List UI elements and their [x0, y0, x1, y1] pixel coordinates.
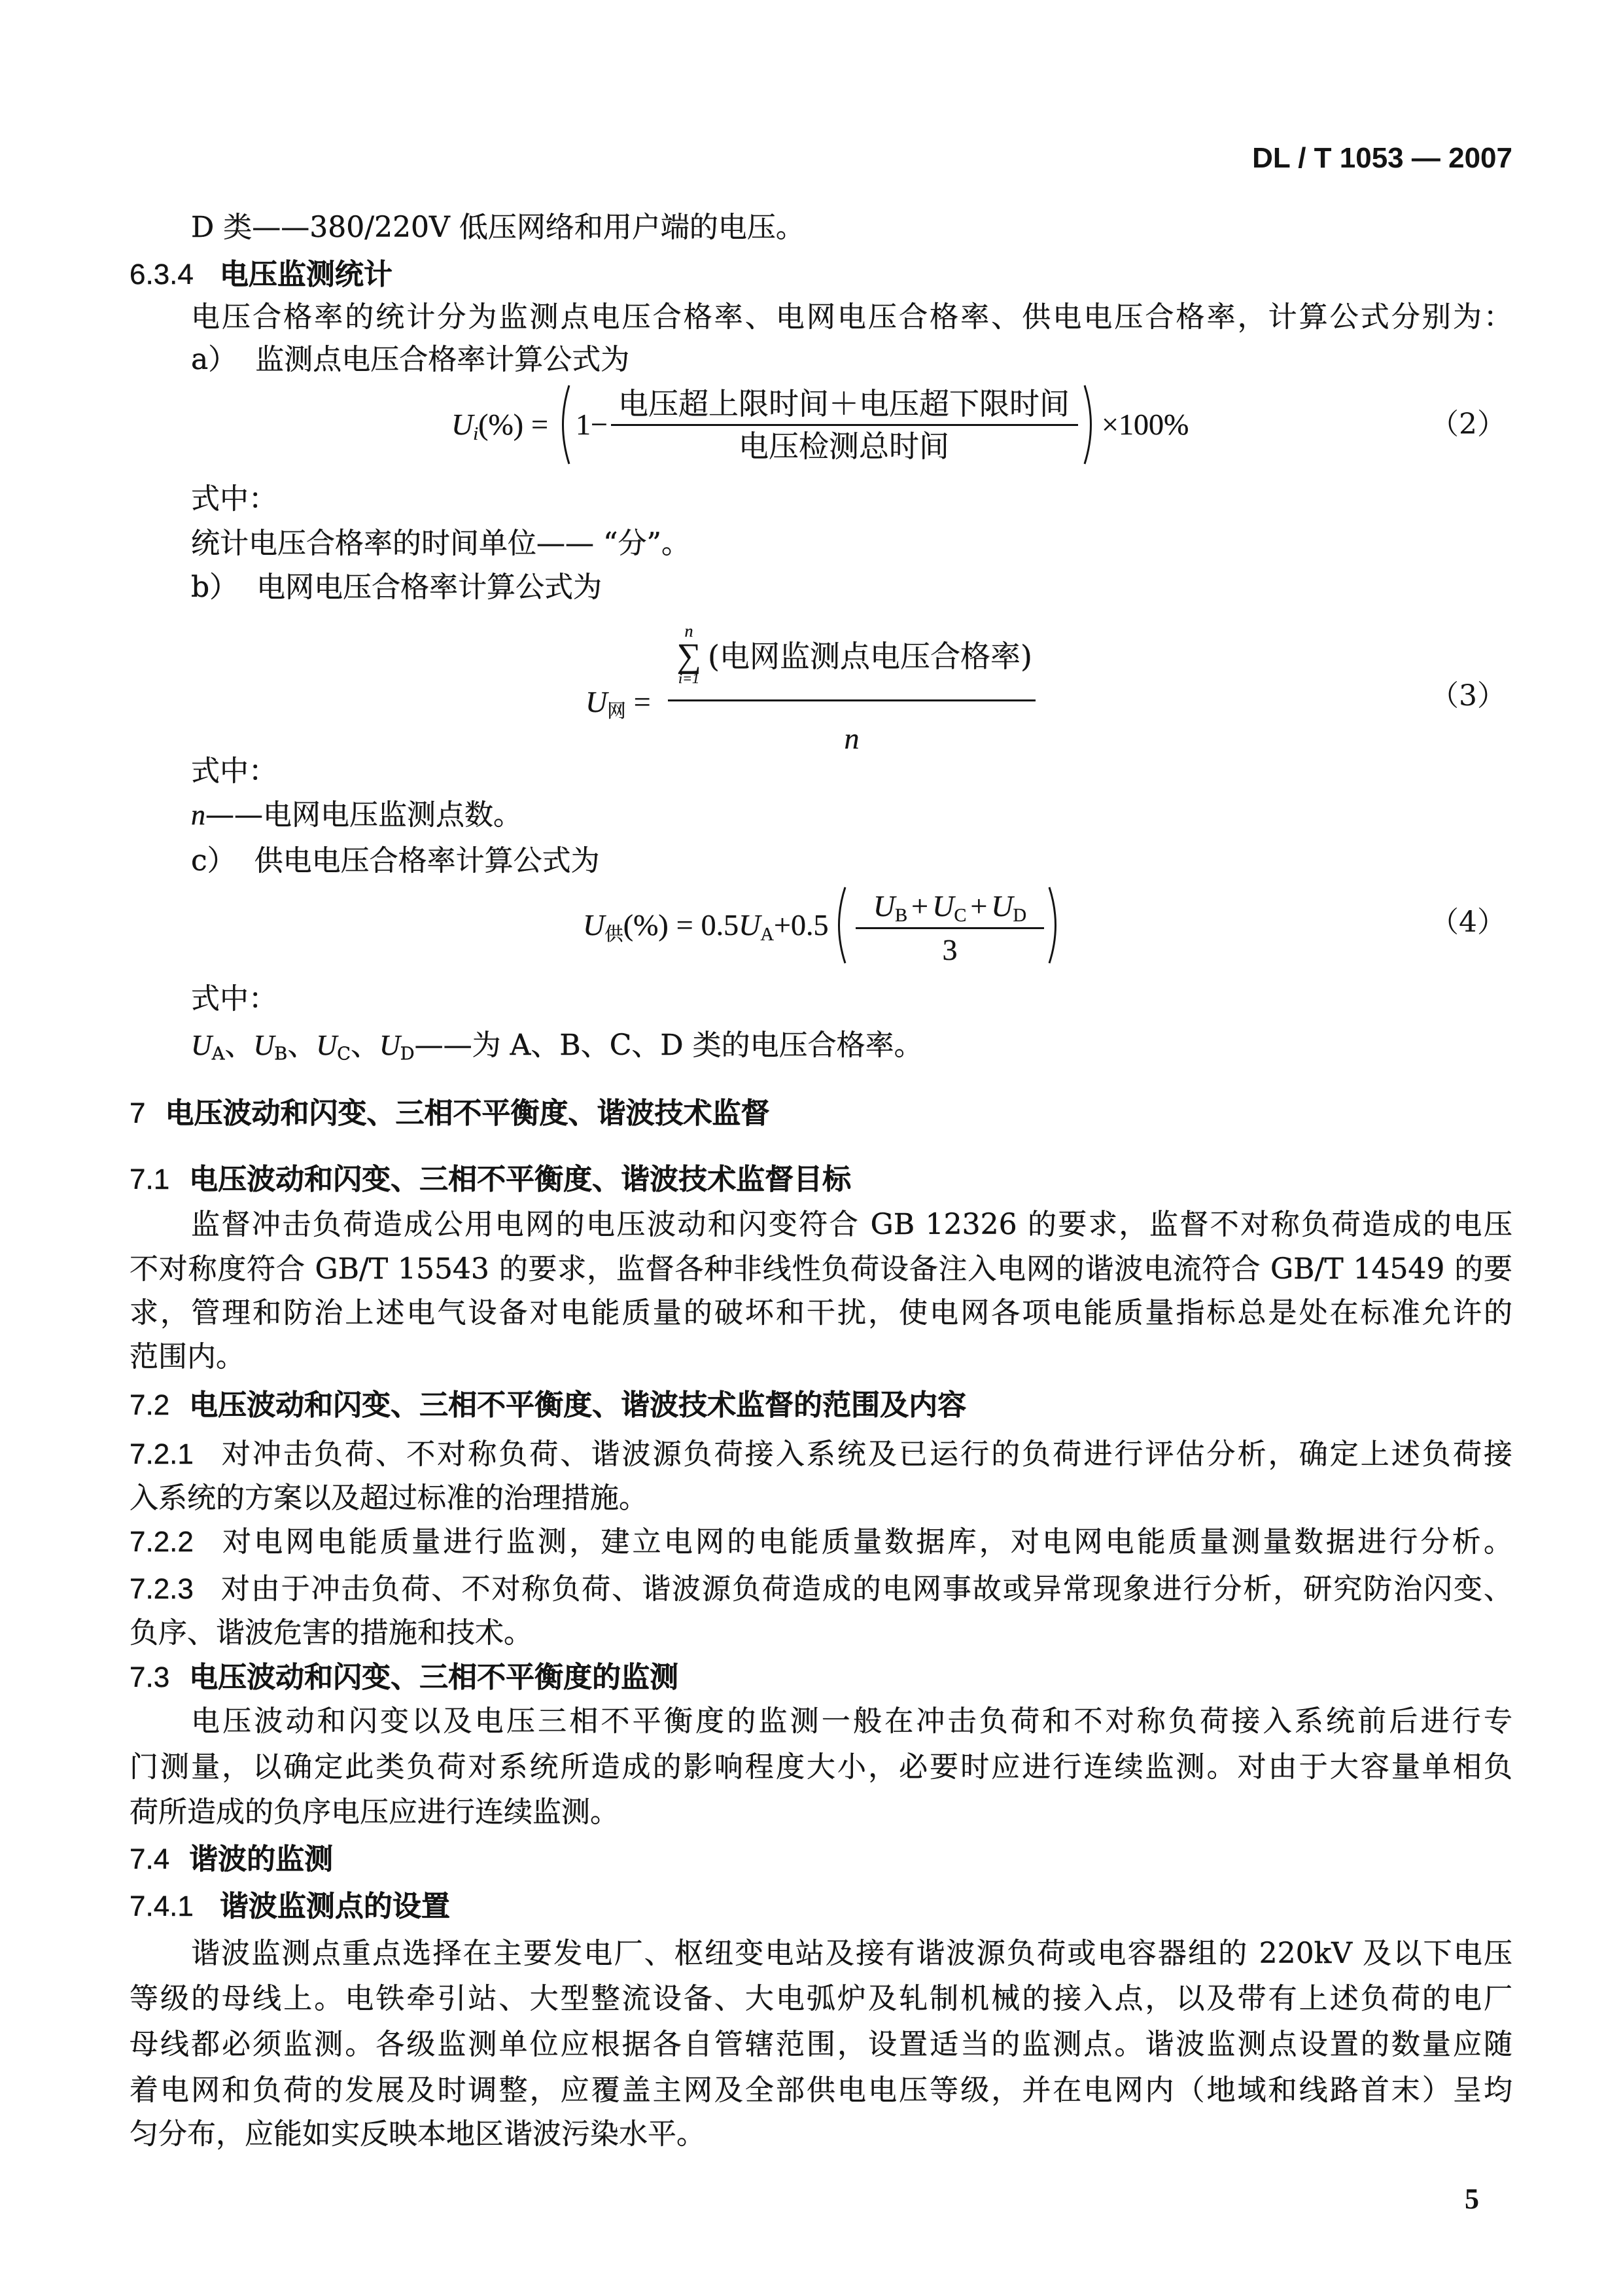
where-subscript: D: [400, 1044, 415, 1065]
formula-4-open-paren: [831, 885, 849, 966]
section-heading-7-2: [130, 1386, 966, 1425]
where-definition: [191, 1026, 923, 1065]
sum-symbol: ∑: [676, 637, 701, 675]
formula-coefficient: 0.5: [701, 908, 739, 942]
formula-variable: U: [991, 889, 1013, 923]
section-intro-line: 电压合格率的统计分为监测点电压合格率、电网电压合格率、供电电压合格率，计算公式分别为：: [191, 300, 1512, 334]
page-number: 5: [1465, 2183, 1479, 2215]
formula-unit: (%): [478, 408, 524, 441]
formula-4-denominator: 3: [942, 933, 958, 966]
clause-7-2-2-line: [130, 1523, 1512, 1562]
formula-variable: U: [585, 685, 608, 718]
where-text: ——为 A、B、C、D 类的电压合格率。: [414, 1029, 923, 1062]
formula-2-close-paren: [1081, 383, 1099, 467]
formula-plus: +: [970, 889, 988, 923]
sum-lower-limit: i=1: [678, 670, 699, 686]
formula-subscript: D: [1013, 905, 1027, 926]
formula-4-close-paren: [1045, 885, 1064, 966]
formula-subscript: B: [895, 905, 908, 926]
formula-subscript: 网: [607, 701, 626, 722]
formula-4-fraction-bar: [856, 927, 1044, 929]
list-item-text: 供电电压合格率计算公式为: [254, 844, 600, 877]
paragraph-line: 负序、谐波危害的措施和技术。: [130, 1616, 532, 1650]
section-number: 7.1: [130, 1163, 170, 1195]
formula-subscript: 供: [604, 924, 623, 945]
where-subscript: A: [211, 1044, 225, 1065]
paragraph-line: 荷所造成的负序电压应进行连续监测。: [130, 1795, 619, 1829]
formula-variable: U: [583, 908, 605, 942]
list-item-b: [191, 568, 602, 607]
paragraph-line: 电压波动和闪变以及电压三相不平衡度的监测一般在冲击负荷和不对称负荷接入系统前后进行专: [191, 1704, 1512, 1738]
section-heading-7-3: [130, 1658, 678, 1697]
clause-7-2-3-line: [130, 1570, 1512, 1609]
section-number: 6.3.4: [130, 258, 194, 291]
list-item-label: a）: [191, 343, 237, 376]
section-title: 电压监测统计: [219, 258, 393, 291]
paragraph-line: 范围内。: [130, 1340, 245, 1373]
chapter-heading-7: [130, 1094, 769, 1133]
formula-subscript: C: [954, 905, 967, 926]
formula-variable: U: [451, 408, 474, 441]
equation-number-4: （4）: [1430, 906, 1506, 939]
list-item-c: [191, 841, 600, 881]
formula-2-lhs: [451, 406, 556, 443]
list-item-a: [191, 340, 629, 380]
paragraph-line: 着电网和负荷的发展及时调整，应覆盖主网及全部供电电压等级，并在电网内（地域和线路首末）呈均: [130, 2074, 1512, 2107]
formula-equals: =: [633, 685, 651, 718]
where-label: 式中：: [191, 754, 277, 788]
section-heading-7-4-1: [130, 1887, 450, 1926]
formula-4-lhs: [583, 907, 828, 944]
formula-variable: U: [873, 889, 896, 923]
formula-2-open-paren: [555, 383, 573, 467]
formula-3-denominator: n: [844, 722, 860, 755]
formula-variable: U: [932, 889, 954, 923]
clause-number: 7.2.1: [130, 1438, 194, 1470]
formula-2-fraction-bar: [611, 424, 1078, 426]
formula-plus: +: [911, 889, 929, 923]
section-title: 谐波监测点的设置: [219, 1890, 450, 1923]
clause-number: 7.2.2: [130, 1526, 194, 1558]
section-title: 电压波动和闪变、三相不平衡度的监测: [189, 1661, 679, 1694]
chapter-title: 电压波动和闪变、三相不平衡度、谐波技术监督: [165, 1097, 770, 1130]
paragraph-line: 入系统的方案以及超过标准的治理措施。: [130, 1481, 648, 1515]
equation-number-3: （3）: [1430, 679, 1506, 713]
where-variable: U: [191, 1029, 212, 1061]
section-number: 7.4: [130, 1843, 170, 1875]
formula-equals: =: [676, 908, 693, 942]
clause-text: 对电网电能质量进行监测，建立电网的电能质量数据库，对电网电能质量测量数据进行分析。: [219, 1525, 1512, 1559]
paragraph-line: 匀分布，应能如实反映本地区谐波污染水平。: [130, 2117, 705, 2151]
list-item-label: b）: [191, 571, 239, 604]
formula-3-summand: (电网监测点电压合格率): [708, 639, 1032, 674]
formula-3-lhs: [585, 684, 659, 720]
list-item-text: 电网电压合格率计算公式为: [256, 571, 602, 604]
paragraph-line: 谐波监测点重点选择在主要发电厂、枢纽变电站及接有谐波源负荷或电容器组的 220kV 及以下电压: [191, 1937, 1512, 1970]
clause-7-2-1-line: [130, 1435, 1512, 1474]
clause-number: 7.2.3: [130, 1573, 194, 1605]
chapter-number: 7: [130, 1097, 146, 1129]
section-title: 谐波的监测: [189, 1843, 334, 1876]
where-text: 统计电压合格率的时间单位—— “分”。: [191, 527, 690, 560]
where-subscript: B: [274, 1044, 288, 1065]
where-separator: 、: [350, 1029, 379, 1062]
list-item-label: c）: [191, 844, 236, 877]
where-label: 式中：: [191, 482, 277, 516]
formula-2-one-minus: 1−: [576, 408, 608, 441]
section-heading-7-1: [130, 1160, 851, 1199]
where-subscript: C: [337, 1044, 351, 1065]
previous-item-line: D 类——380/220V 低压网络和用户端的电压。: [191, 211, 805, 244]
section-title: 电压波动和闪变、三相不平衡度、谐波技术监督的范围及内容: [189, 1388, 967, 1422]
clause-text: 对冲击负荷、不对称负荷、谐波源负荷接入系统及已运行的负荷进行评估分析，确定上述负荷接: [219, 1438, 1512, 1471]
formula-2-factor: ×100%: [1102, 408, 1189, 441]
section-heading-7-4: [130, 1840, 333, 1879]
where-label: 式中：: [191, 982, 277, 1016]
where-variable: U: [316, 1029, 338, 1061]
paragraph-line: 等级的母线上。电铁牵引站、大型整流设备、大电弧炉及轧制机械的接入点，以及带有上述负荷的电厂: [130, 1982, 1512, 2015]
formula-plus-coefficient: +0.5: [774, 908, 829, 942]
paragraph-line: 监督冲击负荷造成公用电网的电压波动和闪变符合 GB 12326 的要求，监督不对称负荷造成的电压: [191, 1208, 1512, 1241]
clause-text: 对由于冲击负荷、不对称负荷、谐波源负荷造成的电网事故或异常现象进行分析，研究防治闪变、: [219, 1572, 1512, 1606]
paragraph-line: 不对称度符合 GB/T 15543 的要求，监督各种非线性负荷设备注入电网的谐波电流符合 GB/T 14549 的要: [130, 1252, 1512, 1286]
formula-equals: =: [531, 408, 549, 441]
where-variable: U: [379, 1029, 400, 1061]
sum-upper-limit: n: [684, 622, 693, 641]
formula-3-fraction-bar: [668, 699, 1036, 701]
formula-4-numerator: [852, 888, 1048, 925]
paragraph-line: 门测量，以确定此类负荷对系统所造成的影响程度大小，必要时应进行连续监测。对由于大容量单相负: [130, 1750, 1512, 1784]
paragraph-line: 母线都必须监测。各级监测单位应根据各自管辖范围，设置适当的监测点。谐波监测点设置的数量应随: [130, 2028, 1512, 2061]
equation-number-2: （2）: [1430, 408, 1506, 441]
section-title: 电压波动和闪变、三相不平衡度、谐波技术监督目标: [189, 1163, 852, 1196]
section-number: 7.2: [130, 1389, 170, 1421]
formula-unit: (%): [623, 908, 669, 942]
where-variable: U: [253, 1029, 275, 1061]
standard-code-header: DL / T 1053 — 2007: [1252, 142, 1512, 174]
section-number: 7.4.1: [130, 1890, 194, 1922]
where-separator: 、: [224, 1029, 254, 1062]
where-text: ——电网电压监测点数。: [205, 798, 522, 832]
formula-subscript: i: [473, 423, 479, 444]
where-variable: n: [191, 799, 205, 831]
formula-variable: U: [739, 908, 761, 942]
paragraph-line: 求，管理和防治上述电气设备对电能质量的破坏和干扰，使电网各项电能质量指标总是处在标准允许的: [130, 1296, 1512, 1330]
where-definition: [191, 796, 522, 835]
where-separator: 、: [287, 1029, 317, 1062]
list-item-text: 监测点电压合格率计算公式为: [255, 343, 630, 376]
formula-2-numerator: 电压超上限时间＋电压超下限时间: [618, 386, 1070, 421]
section-heading-6-3-4: [130, 255, 393, 294]
section-number: 7.3: [130, 1661, 170, 1693]
formula-2-denominator: 电压检测总时间: [739, 429, 949, 464]
formula-subscript: A: [760, 924, 774, 945]
